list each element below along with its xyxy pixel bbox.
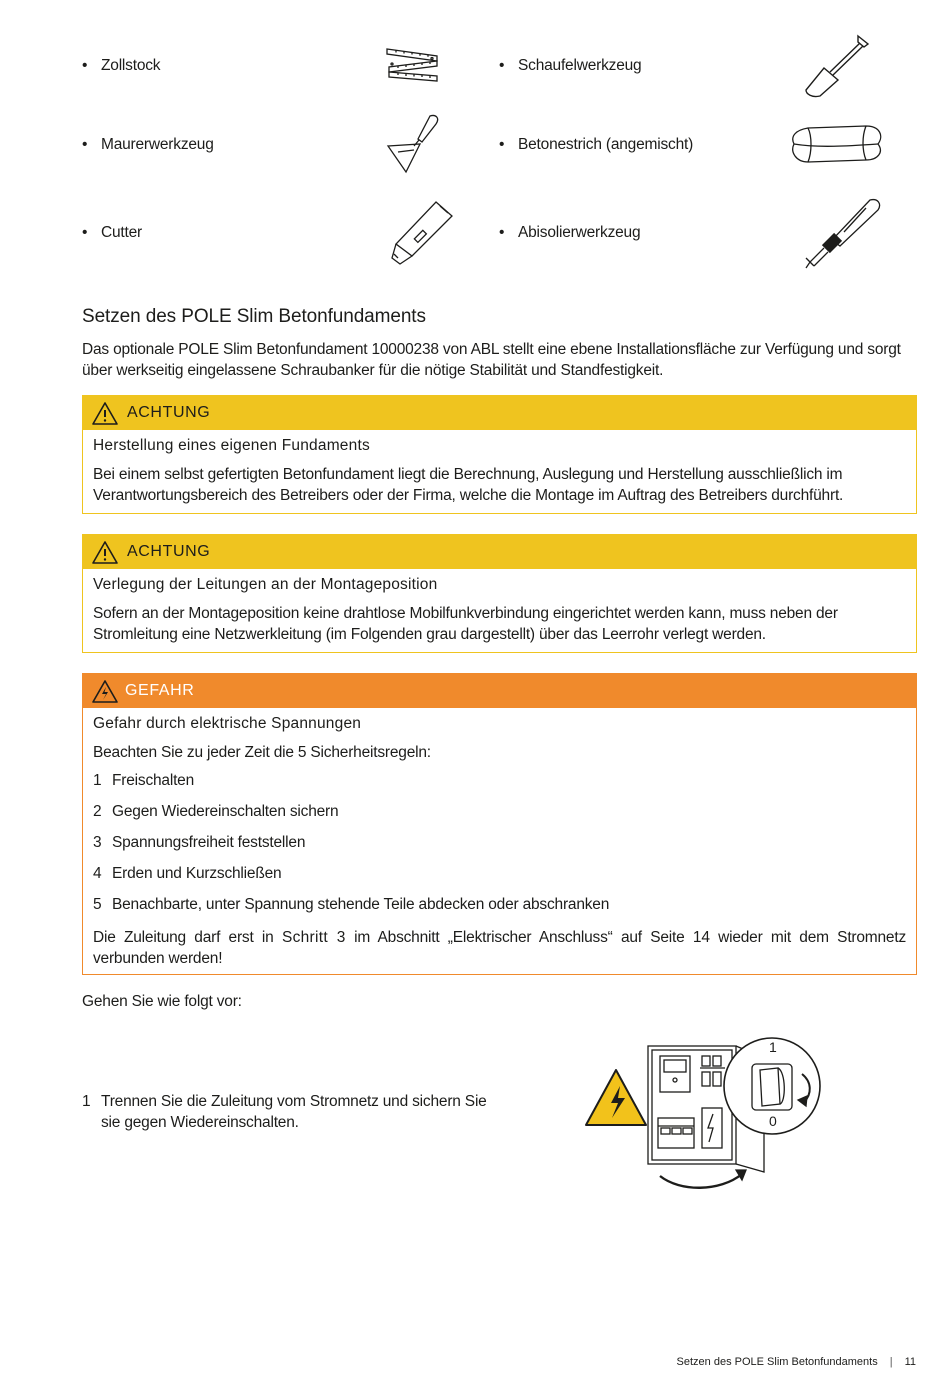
rotate-arrow-icon [660,1170,746,1188]
list-item: 3 Spannungsfreiheit feststellen [93,834,306,851]
notice-subtitle: Verlegung der Leitungen an der Montageposition [93,576,438,593]
tool-name: Zollstock [101,57,161,74]
electric-hazard-icon [586,1070,646,1125]
footer-separator: | [889,1356,893,1368]
folding-ruler-icon [384,44,440,89]
notice-subtitle: Herstellung eines eigenen Fundaments [93,437,370,454]
notice-header [83,396,916,430]
switch-off-label: 0 [769,1113,777,1129]
warning-triangle-icon [91,401,119,431]
trowel-icon [384,112,444,181]
notice-text: Sofern an der Montageposition keine drahtlose Mobilfunkverbindung eingerichtet werden kann, muss neben der Stromleitung eine Netzwerkleitung (im Folgenden grau dargestellt) über das Leerrohr verlegt werden. [93,605,838,643]
list-item: 2 Gegen Wiedereinschalten sichern [93,803,339,820]
danger-intro: Beachten Sie zu jeder Zeit die 5 Sicherheitsregeln: [93,744,431,761]
disconnect-illustration [580,1028,830,1198]
notice-header [83,535,916,569]
list-item: 1 Freischalten [93,772,195,789]
wire-stripper-icon [800,196,884,277]
notice-subtitle: Gefahr durch elektrische Spannungen [93,715,362,732]
step-reference: Schritt 3 [281,929,346,946]
notice-text: Bei einem selbst gefertigten Betonfundament liegt die Berechnung, Auslegung und Herstellung ausschließlich im Verantwortungsbereich des Betreibers oder der Firma, welche die Montage im Auftrag des Betreibers durchführt. [93,466,844,504]
notice-label: GEFAHR [125,682,195,699]
section-intro: Das optionale POLE Slim Betonfundament 10000238 von ABL stellt eine ebene Installationsfläche zur Verfügung und sorgt über werkseitig eingelassene Schraubanker für die nötige Stabilität und Standfestigkeit. [82,341,901,379]
notice-label: ACHTUNG [127,404,211,421]
safety-rules-list [93,772,906,927]
step-number: 1 [82,1093,91,1110]
tool-name: Betonestrich (angemischt) [518,136,694,153]
danger-closing: Die Zuleitung darf erst in Schritt 3 im Abschnitt „Elektrischer Anschluss“ auf Seite 14 wieder mit dem Stromnetz verbunden werden! [93,929,907,967]
list-item: 4 Erden und Kurzschließen [93,865,282,882]
list-item: 5 Benachbarte, unter Spannung stehende Teile abdecken oder abschranken [93,896,610,913]
page-number: 11 [904,1356,916,1368]
notice-label: ACHTUNG [127,543,211,560]
warning-triangle-icon [91,540,119,570]
caution-notice [82,395,917,514]
section-title: Setzen des POLE Slim Betonfundaments [82,306,426,327]
concrete-bag-icon [788,122,884,171]
switch-on-label: 1 [769,1039,777,1055]
cutter-knife-icon [388,198,460,275]
page-footer [677,1356,916,1368]
shovel-icon [800,32,872,105]
tool-name: Cutter [101,224,143,241]
tool-name: Abisolierwerkzeug [518,224,641,241]
tool-name: Schaufelwerkzeug [518,57,642,74]
danger-notice [82,673,917,975]
caution-notice [82,534,917,653]
procedure-intro: Gehen Sie wie folgt vor: [82,993,242,1010]
footer-title: Setzen des POLE Slim Betonfundaments [676,1356,878,1368]
notice-header [83,674,916,708]
step-text: Trennen Sie die Zuleitung vom Stromnetz und sichern Sie sie gegen Wiedereinschalten. [101,1093,487,1131]
tool-name: Maurerwerkzeug [101,136,214,153]
electric-hazard-icon [91,679,119,709]
